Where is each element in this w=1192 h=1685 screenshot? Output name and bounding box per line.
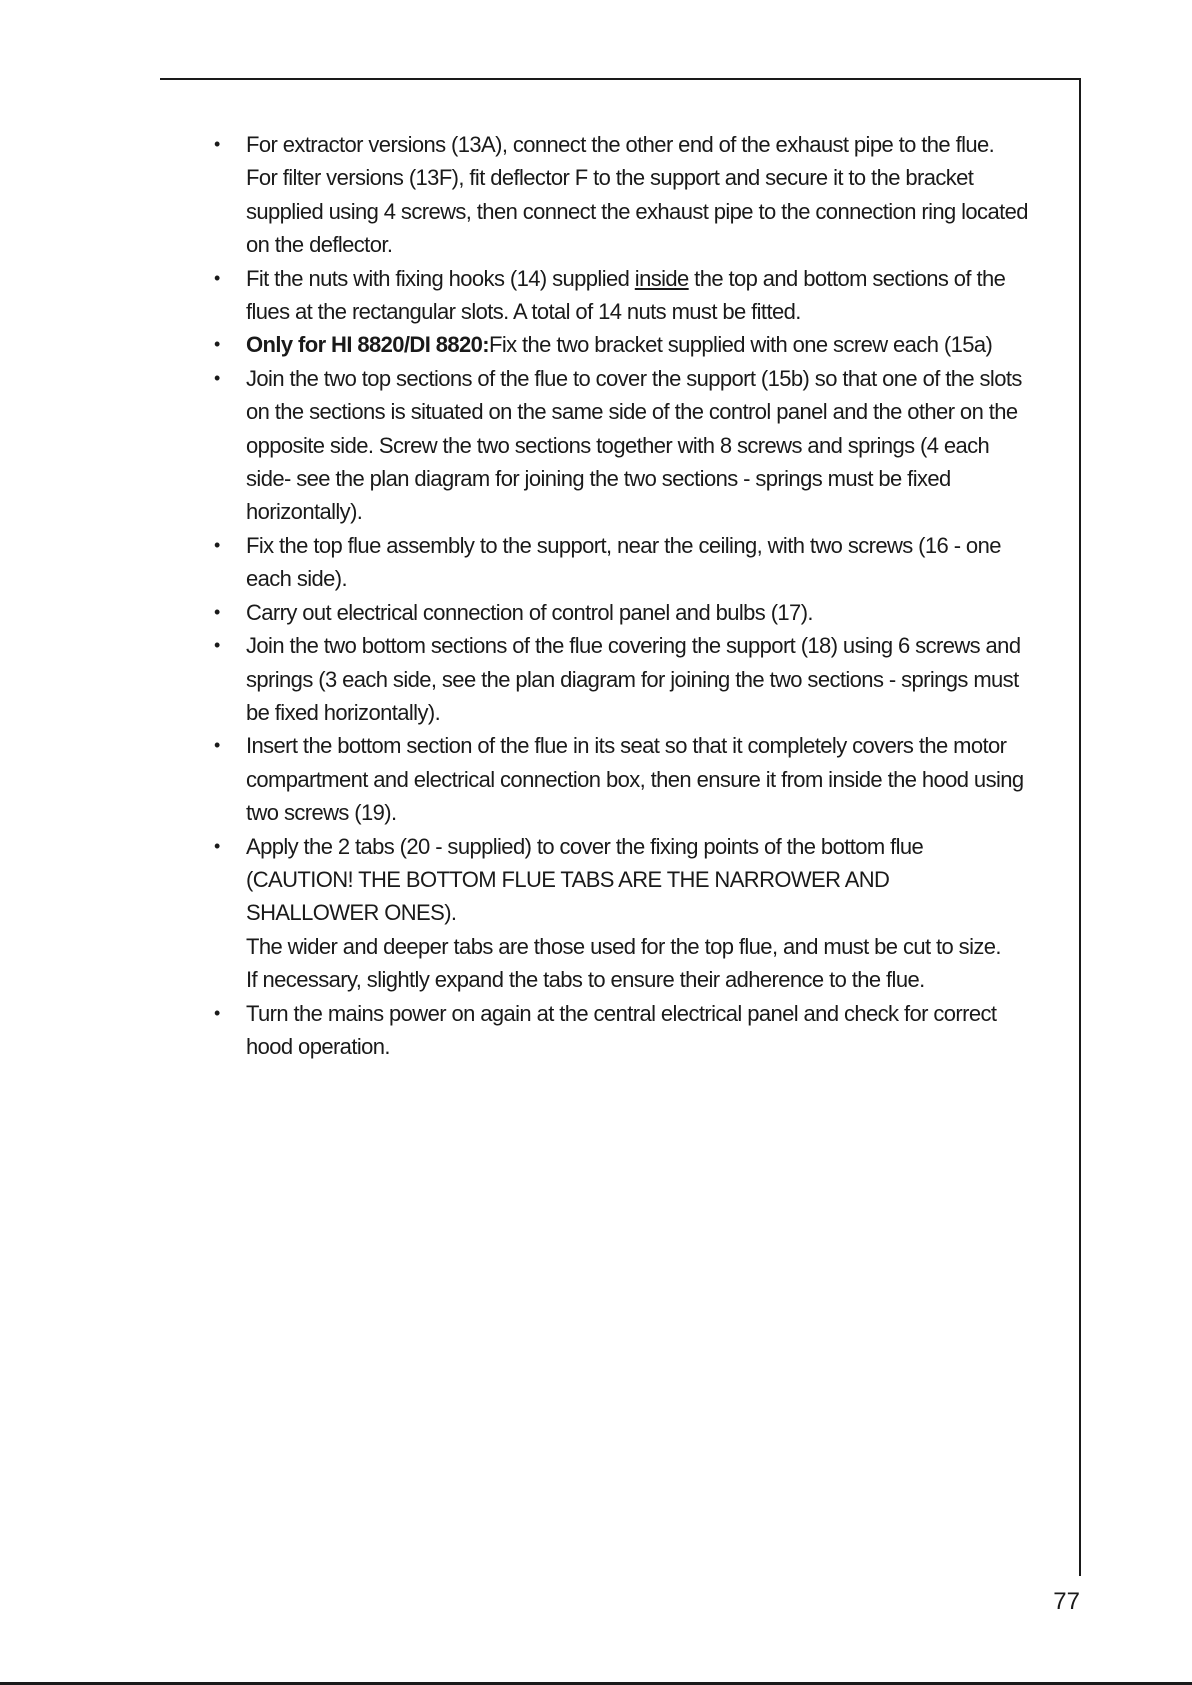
- bullet-icon: •: [214, 134, 220, 154]
- bullet-icon: •: [214, 735, 220, 756]
- list-item: [214, 596, 1044, 629]
- step-model-prefix: Only for HI 8820/DI 8820:: [246, 332, 489, 358]
- step-text: For extractor versions (13A), connect the other end of the exhaust pipe to the flue. For filter versions (13F), fit deflector F to the support and secure it to the bracket supplied using 4 screws, then connect the exhaust pipe to the connection ring located on the deflector.: [246, 132, 1028, 258]
- bullet-icon: •: [214, 1002, 220, 1023]
- step-text: Join the two top sections of the flue to cover the support (15b) so that one of the slots on the sections is situated on the same side of the control panel and the other on the opposite side. Screw the two sections together with 8 screws and springs (4 each side- see the plan diagram for joining the two sections - springs must be fixed horizontally).: [246, 365, 1022, 525]
- list-item: [214, 328, 1044, 361]
- step-text: Carry out electrical connection of control panel and bulbs (17).: [246, 599, 813, 625]
- step-text: Fix the top flue assembly to the support, near the ceiling, with two screws (16 - one each side).: [246, 532, 1001, 592]
- list-item: [214, 128, 1044, 262]
- step-text: Apply the 2 tabs (20 - supplied) to cover the fixing points of the bottom flue (CAUTION! THE BOTTOM FLUE TABS ARE THE NARROWER AND SHALLOWER ONES). The wider and deeper tabs are those used for the top flue, and must be cut to size. If necessary, slightly expand the tabs to ensure their adherence to the flue.: [246, 833, 1001, 993]
- bullet-icon: •: [214, 601, 220, 622]
- top-rule: [160, 78, 1081, 80]
- step-text: Join the two bottom sections of the flue covering the support (18) using 6 screws and springs (3 each side, see the plan diagram for joining the two sections - springs must be fixed horizontally).: [246, 633, 1021, 725]
- list-item: [214, 997, 1044, 1064]
- bullet-icon: •: [214, 534, 220, 555]
- list-item: [214, 729, 1044, 829]
- list-item: [214, 830, 1044, 997]
- instruction-content: [214, 128, 1044, 1063]
- list-item: [214, 529, 1044, 596]
- page-number: 77: [1053, 1588, 1080, 1615]
- list-item: [214, 262, 1044, 329]
- bullet-icon: •: [214, 835, 220, 856]
- right-margin-rule: [1079, 78, 1081, 1576]
- instruction-list: [214, 128, 1044, 1063]
- step-text-before: Fit the nuts with fixing hooks (14) supplied: [246, 265, 635, 291]
- bullet-icon: •: [214, 267, 220, 288]
- bullet-icon: •: [214, 635, 220, 656]
- step-text-underlined: inside: [634, 265, 689, 291]
- step-text: Fix the two bracket supplied with one screw each (15a): [489, 332, 993, 358]
- step-text: Turn the mains power on again at the central electrical panel and check for correct hood operation.: [246, 1000, 997, 1059]
- bullet-icon: •: [214, 367, 220, 388]
- step-text-after: the top and bottom sections of the flues at the rectangular slots. A total of 14 nuts must be fitted.: [246, 265, 1006, 325]
- bullet-icon: •: [214, 334, 220, 355]
- list-item: [214, 362, 1044, 529]
- step-text: Insert the bottom section of the flue in its seat so that it completely covers the motor compartment and electrical connection box, then ensure it from inside the hood using two screws (19).: [246, 733, 1024, 826]
- list-item: [214, 629, 1044, 729]
